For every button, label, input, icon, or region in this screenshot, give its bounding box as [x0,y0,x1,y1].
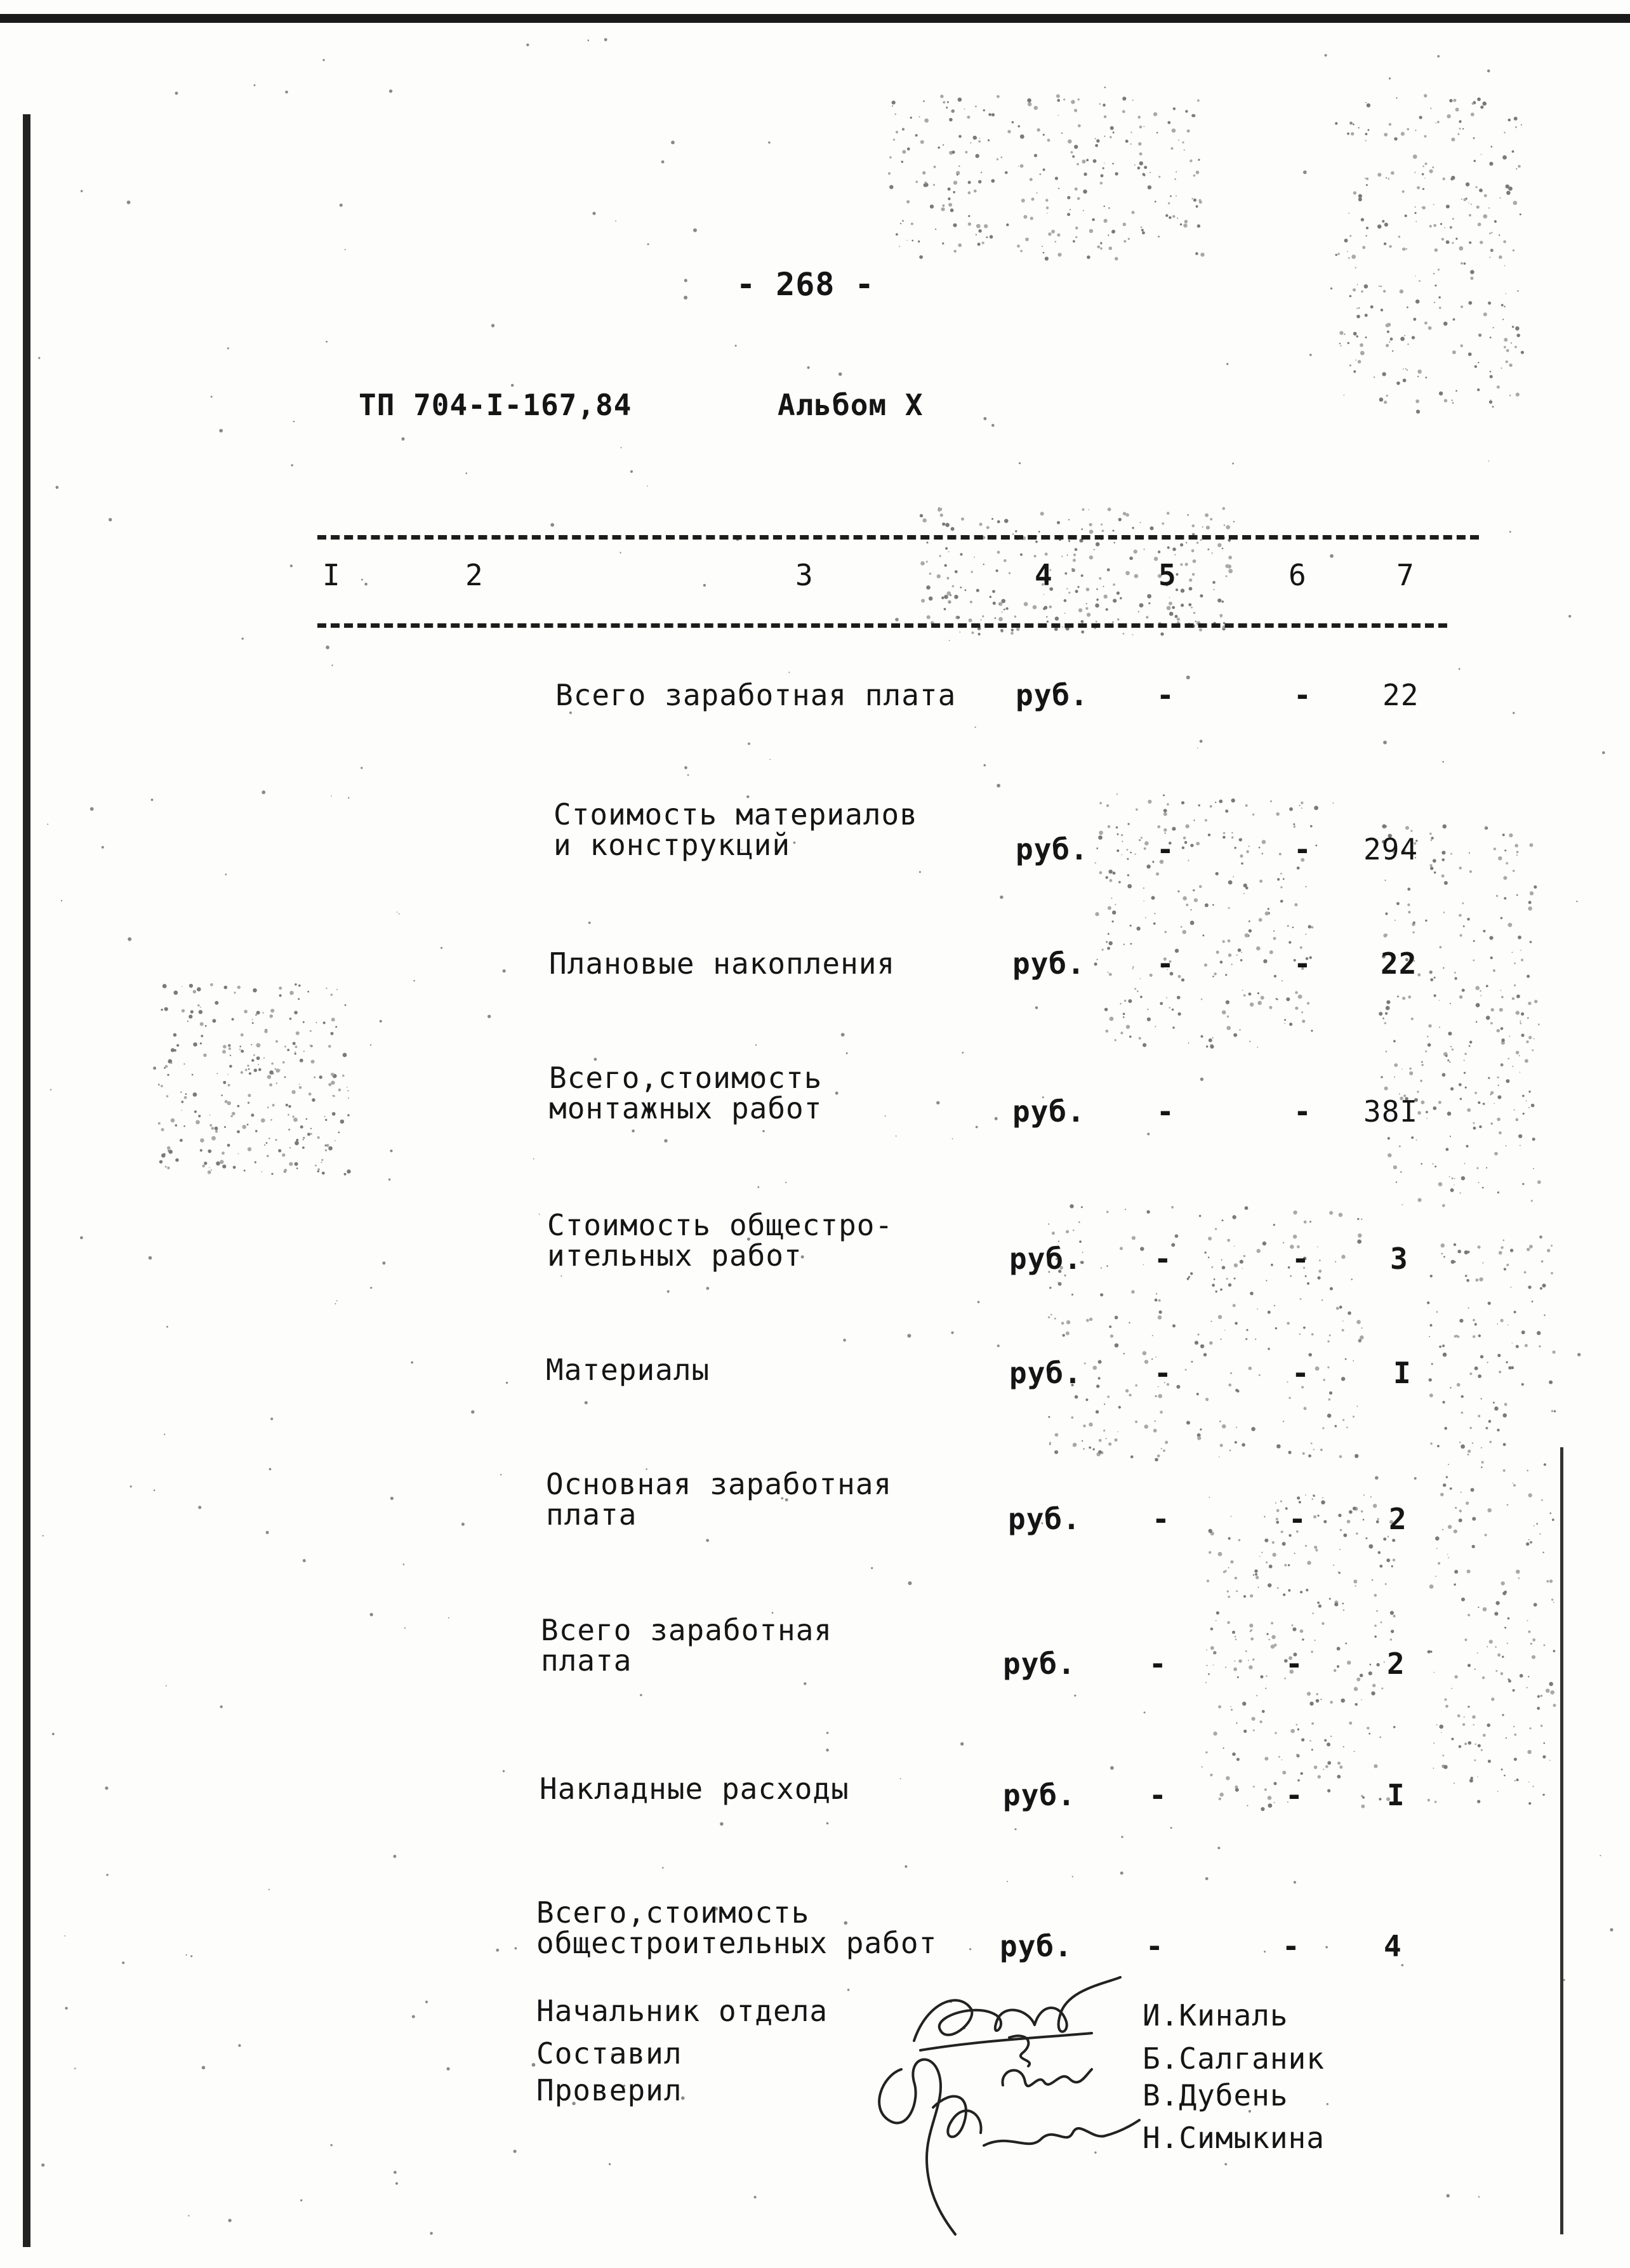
column-header-4: 4 [1035,558,1053,592]
column-header-3: 3 [795,558,814,592]
row-col6: - [1294,946,1312,981]
table-top-rule [317,535,1479,540]
row-label: Накладные расходы [540,1772,849,1806]
row-col7: I [1393,1356,1412,1390]
row-col6: - [1294,1094,1312,1129]
row-label-line2: плата [541,1643,632,1678]
row-label: Всего,стоимость [549,1061,823,1095]
scan-edge-right [1560,1447,1563,2234]
row-unit: руб. [1016,832,1089,866]
row-label: Стоимость материалов [553,797,918,832]
row-label-line2: ительных работ [547,1238,802,1273]
scan-edge-left [23,114,30,2247]
row-label: Всего,стоимость [536,1895,810,1930]
row-col7: 294 [1363,832,1419,866]
row-col6: - [1282,1929,1301,1963]
row-label-line2: плата [546,1497,637,1532]
column-header-7: 7 [1396,558,1415,592]
row-unit: руб. [1012,946,1085,981]
row-label: Стоимость общестро- [547,1208,894,1242]
row-col7: 4 [1384,1929,1402,1963]
row-label: Всего заработная плата [555,678,957,712]
row-col5: - [1152,1502,1170,1536]
album-label: Альбом X [778,388,924,422]
column-header-5: 5 [1158,558,1177,592]
row-col5: - [1156,1094,1175,1129]
row-unit: руб. [1003,1647,1076,1681]
row-unit: руб. [1012,1094,1085,1129]
row-col5: - [1149,1778,1167,1812]
signatory-name-1: И.Киналь [1143,1998,1289,2033]
row-label-line2: монтажных работ [549,1091,823,1125]
row-col5: - [1154,1242,1172,1276]
signature-checked-by [863,2031,1143,2241]
row-col7: 2 [1387,1647,1405,1681]
column-header-2: 2 [465,558,484,592]
row-col7: 3 [1390,1242,1408,1276]
row-col6: - [1285,1647,1304,1681]
column-header-6: 6 [1289,558,1307,592]
row-unit: руб. [1016,678,1089,712]
row-unit: руб. [1009,1356,1082,1390]
scan-edge-top [0,14,1630,23]
project-code: ТП 704-I-167,84 [359,388,632,422]
column-header-1: I [322,558,341,592]
row-unit: руб. [1008,1502,1081,1536]
row-label: Плановые накопления [549,946,896,981]
role-compiled-by: Составил [536,2036,682,2071]
row-unit: руб. [1003,1778,1076,1812]
row-col7: 2 [1389,1502,1407,1536]
signatory-name-3: В.Дубень [1143,2078,1289,2112]
signatory-name-2: Б.Салганик [1143,2041,1325,2076]
row-col6: - [1292,1242,1310,1276]
row-label-line2: общестроительных работ [536,1926,938,1960]
row-unit: руб. [1000,1929,1073,1963]
row-col7: 38I [1363,1094,1419,1129]
row-col6: - [1294,678,1312,712]
row-label: Основная заработная [546,1467,892,1501]
row-col7: 22 [1381,946,1417,981]
row-label: Всего заработная [541,1613,833,1647]
row-col5: - [1156,832,1175,866]
row-col7: I [1387,1778,1405,1812]
role-head-of-department: Начальник отдела [536,1994,828,2028]
page-number: - 268 - [736,266,875,303]
row-col7: 22 [1382,678,1419,712]
row-col5: - [1156,946,1175,981]
row-label-line2: и конструкций [553,828,791,862]
row-col6: - [1285,1778,1304,1812]
table-header-rule [317,623,1447,628]
row-col6: - [1294,832,1312,866]
signatory-name-4: Н.Симыкина [1143,2121,1325,2155]
row-col5: - [1146,1929,1164,1963]
row-unit: руб. [1009,1242,1082,1276]
row-col5: - [1156,678,1175,712]
row-col5: - [1154,1356,1172,1390]
row-label: Материалы [546,1353,710,1387]
row-col6: - [1289,1502,1307,1536]
role-checked-by: Проверил [536,2073,682,2107]
row-col5: - [1149,1647,1167,1681]
row-col6: - [1292,1356,1310,1390]
